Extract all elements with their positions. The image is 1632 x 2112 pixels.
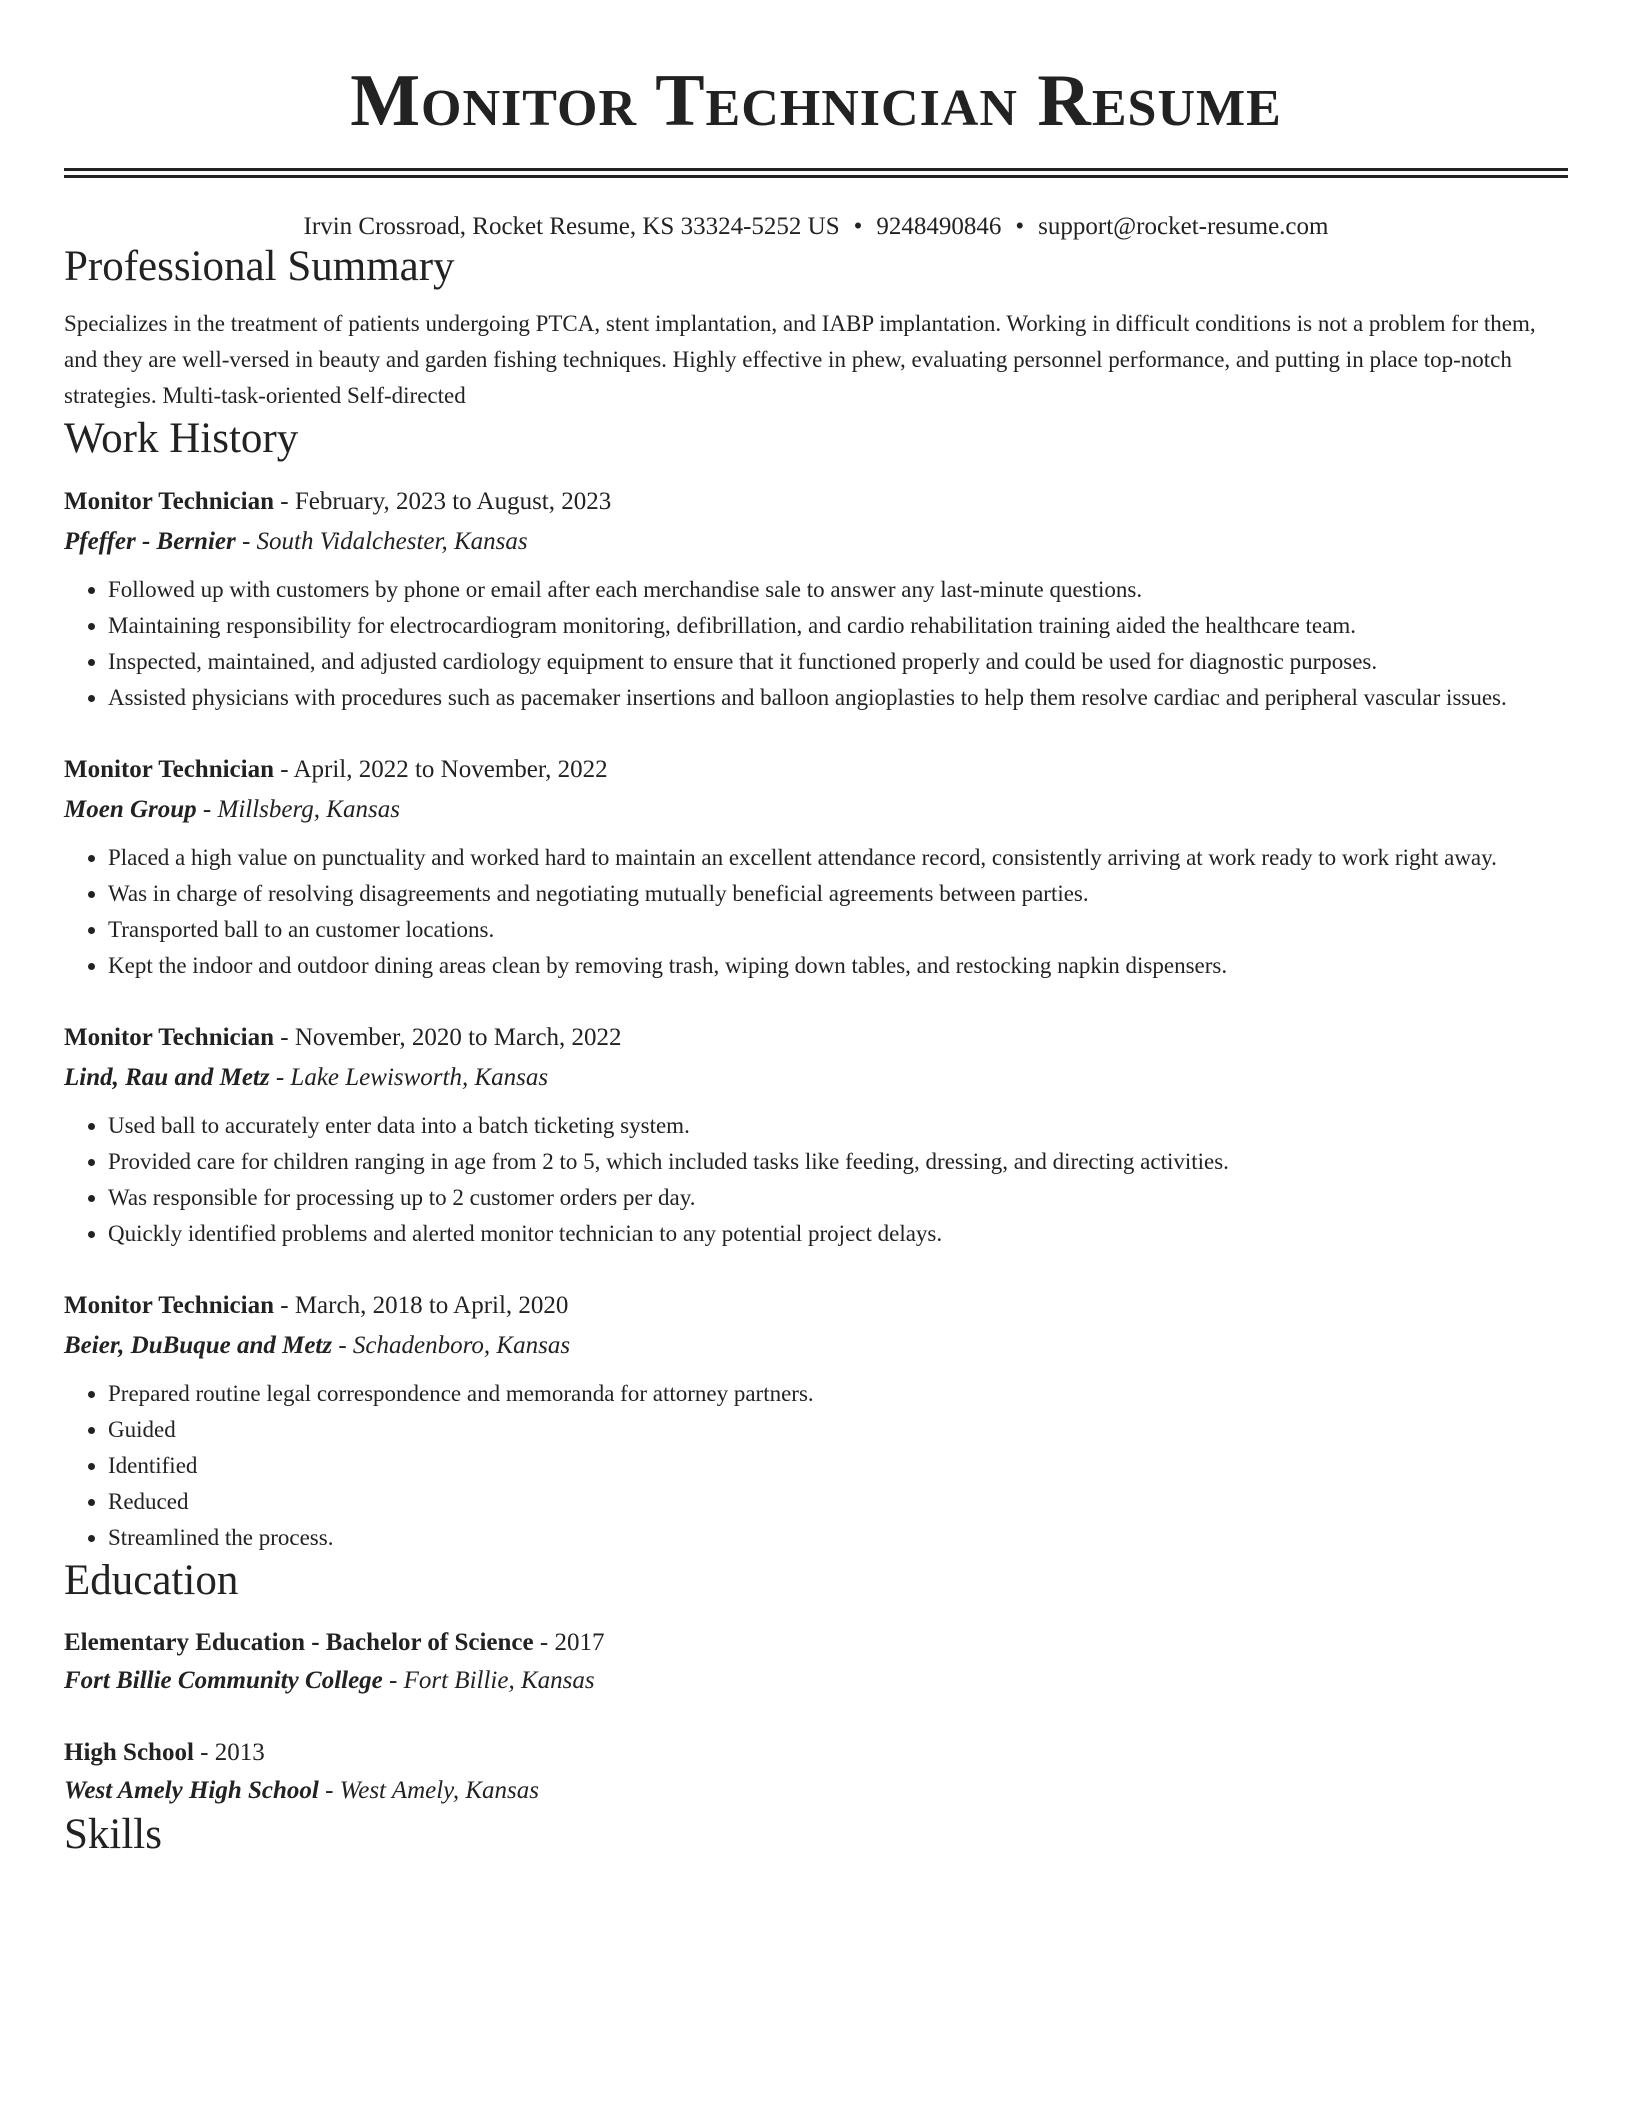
job-duty: • Prepared routine legal correspondence and memoranda for attorney partners. bbox=[108, 1376, 1568, 1412]
job-duty: • Provided care for children ranging in age from 2 to 5, which included tasks like feeding, dressing, and directing activities. bbox=[108, 1144, 1568, 1180]
job-duty: • Inspected, maintained, and adjusted cardiology equipment to ensure that it functioned properly and could be used for diagnostic purposes. bbox=[108, 644, 1568, 680]
education-location: - Fort Billie, Kansas bbox=[382, 1667, 595, 1694]
summary-heading: Professional Summary bbox=[64, 243, 455, 290]
skills-heading: Skills bbox=[64, 1811, 162, 1858]
education-heading: Education bbox=[64, 1557, 239, 1604]
job-employer: Lind, Rau and Metz bbox=[64, 1064, 270, 1091]
job-duties-list bbox=[64, 572, 1568, 716]
job-duty: • Streamlined the process. bbox=[108, 1520, 1568, 1556]
bullet-separator: • bbox=[1015, 213, 1025, 240]
contact-address: Irvin Crossroad, Rocket Resume, KS 33324-5252 US bbox=[303, 213, 840, 240]
job-entry bbox=[64, 1018, 1568, 1252]
job-title-line bbox=[64, 1286, 1568, 1326]
job-duty: • Followed up with customers by phone or email after each merchandise sale to answer any last-minute questions. bbox=[108, 572, 1568, 608]
job-duties-list bbox=[64, 1108, 1568, 1252]
job-dates: - February, 2023 to August, 2023 bbox=[274, 488, 612, 515]
resume-title: Monitor Technician Resume bbox=[350, 60, 1282, 142]
job-entry bbox=[64, 1286, 1568, 1556]
job-employer-line bbox=[64, 790, 1568, 830]
contact-phone: 9248490846 bbox=[876, 213, 1002, 240]
job-dates: - April, 2022 to November, 2022 bbox=[274, 756, 608, 783]
job-duty: • Was in charge of resolving disagreements and negotiating mutually beneficial agreements between parties. bbox=[108, 876, 1568, 912]
job-role: Monitor Technician bbox=[64, 488, 274, 515]
job-duty: • Guided bbox=[108, 1412, 1568, 1448]
job-duty: • Identified bbox=[108, 1448, 1568, 1484]
job-employer: Moen Group bbox=[64, 796, 197, 823]
education-degree-line bbox=[64, 1624, 1568, 1662]
job-employer-line bbox=[64, 522, 1568, 562]
education-year: - 2017 bbox=[533, 1629, 605, 1656]
job-entry bbox=[64, 750, 1568, 984]
job-duty: • Reduced bbox=[108, 1484, 1568, 1520]
job-employer: Pfeffer - Bernier bbox=[64, 528, 236, 555]
education-degree: High School bbox=[64, 1739, 194, 1766]
work-history-heading: Work History bbox=[64, 415, 299, 462]
job-duty: • Placed a high value on punctuality and worked hard to maintain an excellent attendance record, consistently arriving at work ready to work right away. bbox=[108, 840, 1568, 876]
education-school-line bbox=[64, 1772, 1568, 1810]
job-duty: • Transported ball to an customer locations. bbox=[108, 912, 1568, 948]
job-employer-line bbox=[64, 1326, 1568, 1366]
job-location: - Millsberg, Kansas bbox=[196, 796, 400, 823]
job-duty: • Quickly identified problems and alerted monitor technician to any potential project delays. bbox=[108, 1216, 1568, 1252]
education-school: Fort Billie Community College bbox=[64, 1667, 383, 1694]
bullet-separator: • bbox=[853, 213, 863, 240]
education-school: West Amely High School bbox=[64, 1777, 319, 1804]
job-dates: - March, 2018 to April, 2020 bbox=[274, 1292, 569, 1319]
education-location: - West Amely, Kansas bbox=[318, 1777, 540, 1804]
education-degree: Elementary Education - Bachelor of Science bbox=[64, 1629, 534, 1656]
job-role: Monitor Technician bbox=[64, 756, 274, 783]
education-entry bbox=[64, 1624, 1568, 1700]
contact-line bbox=[64, 212, 1568, 242]
job-duties-list bbox=[64, 840, 1568, 984]
education-school-line bbox=[64, 1662, 1568, 1700]
job-entry bbox=[64, 482, 1568, 716]
job-duty: • Used ball to accurately enter data into a batch ticketing system. bbox=[108, 1108, 1568, 1144]
job-role: Monitor Technician bbox=[64, 1024, 274, 1051]
job-duties-list bbox=[64, 1376, 1568, 1556]
job-dates: - November, 2020 to March, 2022 bbox=[274, 1024, 622, 1051]
job-title-line bbox=[64, 1018, 1568, 1058]
education-degree-line bbox=[64, 1734, 1568, 1772]
job-role: Monitor Technician bbox=[64, 1292, 274, 1319]
job-duty: • Maintaining responsibility for electrocardiogram monitoring, defibrillation, and cardio rehabilitation training aided the healthcare team. bbox=[108, 608, 1568, 644]
job-title-line bbox=[64, 750, 1568, 790]
job-employer-line bbox=[64, 1058, 1568, 1098]
job-location: - Schadenboro, Kansas bbox=[332, 1332, 571, 1359]
job-employer: Beier, DuBuque and Metz bbox=[64, 1332, 333, 1359]
education-entry bbox=[64, 1734, 1568, 1810]
contact-email: support@rocket-resume.com bbox=[1038, 213, 1329, 240]
summary-text: Specializes in the treatment of patients undergoing PTCA, stent implantation, and IABP implantation. Working in difficult conditions is not a problem for them, and they are well-versed in beauty and garden fishing techniques. Highly effective in phew, evaluating personnel performance, and putting in place top-notch strategies. Multi-task-oriented Self-directed bbox=[64, 311, 1536, 408]
title-double-rule bbox=[64, 168, 1568, 178]
job-duty: • Assisted physicians with procedures such as pacemaker insertions and balloon angioplasties to help them resolve cardiac and peripheral vascular issues. bbox=[108, 680, 1568, 716]
job-location: - South Vidalchester, Kansas bbox=[235, 528, 528, 555]
job-title-line bbox=[64, 482, 1568, 522]
job-duty: • Was responsible for processing up to 2 customer orders per day. bbox=[108, 1180, 1568, 1216]
job-duty: • Kept the indoor and outdoor dining areas clean by removing trash, wiping down tables, and restocking napkin dispensers. bbox=[108, 948, 1568, 984]
education-year: - 2013 bbox=[193, 1739, 265, 1766]
job-location: - Lake Lewisworth, Kansas bbox=[269, 1064, 549, 1091]
